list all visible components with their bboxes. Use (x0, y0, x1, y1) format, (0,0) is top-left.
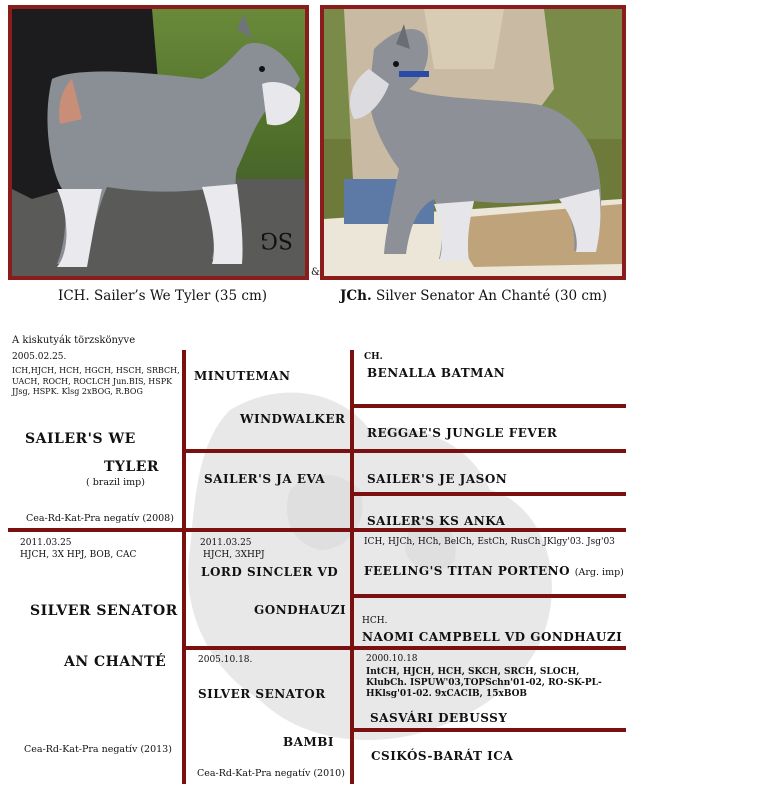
dam-name-line1: SILVER SENATOR (30, 603, 178, 619)
sire-dam-name: SAILER'S JA EVA (204, 472, 326, 486)
sire-photo-caption: ICH. Sailer’s We Tyler (35 cm) (58, 288, 268, 304)
schnauzer-sire-image (12, 9, 305, 276)
dam-sire-date: 2011.03.25 (200, 538, 252, 548)
pedigree-hline-s (182, 449, 626, 453)
dam-caption-prefix: JCh. (340, 288, 372, 304)
dss-origin: (Arg. imp) (574, 567, 624, 578)
dds-date: 2000.10.18 (366, 654, 418, 664)
dam-health: Cea-Rd-Kat-Pra negatív (2013) (24, 744, 172, 755)
pedigree-hline-ds (350, 594, 626, 598)
sire-titles: ICH,HJCH, HCH, HGCH, HSCH, SRBCH, UACH, ROCH, ROCLCH Jun.BIS, HSPK JJsg, HSPK. Klsg 2xBOG, R.BOG (12, 366, 180, 396)
pedigree-vline-2 (350, 350, 354, 784)
dam-sire-titles: HJCH, 3XHPJ (203, 550, 265, 560)
ssd-name: REGGAE'S JUNGLE FEVER (367, 426, 558, 440)
sire-name-line2: TYLER (104, 459, 160, 475)
dam-dam-name2: BAMBI (283, 735, 334, 749)
sds-name: SAILER'S JE JASON (367, 472, 508, 486)
dam-sire-name2: GONDHAUZI (254, 603, 347, 617)
photo-watermark: SG (260, 227, 293, 252)
dam-date: 2011.03.25 (20, 538, 72, 548)
dsd-name: NAOMI CAMPBELL VD GONDHAUZI (362, 630, 623, 644)
dam-dam-date: 2005.10.18. (198, 655, 253, 665)
sire-sire-name: MINUTEMAN (194, 369, 291, 383)
sire-date: 2005.02.25. (12, 352, 67, 362)
sire-name-line1: SAILER'S WE (25, 431, 136, 447)
pedigree-hline-d (182, 646, 626, 650)
dam-photo (320, 5, 626, 280)
sire-health: Cea-Rd-Kat-Pra negatív (2008) (26, 513, 174, 524)
dam-caption-text: Silver Senator An Chanté (30 cm) (375, 288, 608, 304)
pedigree-hline-main (8, 528, 626, 532)
dds-titles: IntCH, HJCH, HCH, SKCH, SRCH, SLOCH, KlubCh. ISPUW'03,TOPSchn'01-02, RO-SK-PL-HKlsg'01-02. 9xCACIB, 15xBOB (366, 667, 602, 699)
sdd-name: SAILER'S KS ANKA (367, 514, 506, 528)
dss-titles: ICH, HJCh, HCh, BelCh, EstCh, RusCh JKlgy'03. Jsg'03 (364, 537, 615, 547)
sss-name: BENALLA BATMAN (367, 366, 506, 380)
pedigree-heading: A kiskutyák törzskönyve (12, 335, 136, 346)
separator-symbol: & (311, 267, 320, 278)
dsd-prefix: HCH. (362, 616, 388, 626)
dss-name-text: FEELING'S TITAN PORTENO (364, 564, 571, 578)
ddd-name: CSIKÓS-BARÁT ICA (371, 749, 514, 763)
dam-name-line2: AN CHANTÉ (64, 654, 167, 670)
dam-sire-name: LORD SINCLER VD (201, 565, 339, 579)
schnauzer-dam-image (324, 9, 622, 276)
sire-photo (8, 5, 309, 280)
dam-photo-caption (340, 288, 607, 304)
pedigree-hline-sd (350, 492, 626, 496)
dam-dam-health: Cea-Rd-Kat-Pra negatív (2010) (197, 768, 345, 779)
dds-name: SASVÁRI DEBUSSY (370, 711, 508, 725)
pedigree-vline-1 (182, 350, 186, 784)
sire-sire-dam-label: WINDWALKER (240, 412, 346, 426)
sire-origin: ( brazil imp) (86, 477, 145, 488)
dss-name (364, 564, 624, 578)
pedigree-hline-dd (350, 728, 626, 732)
dam-titles: HJCH, 3X HPJ, BOB, CAC (20, 550, 137, 560)
pedigree-hline-ss (350, 404, 626, 408)
dam-dam-name: SILVER SENATOR (198, 687, 326, 701)
sss-prefix: CH. (364, 352, 383, 362)
